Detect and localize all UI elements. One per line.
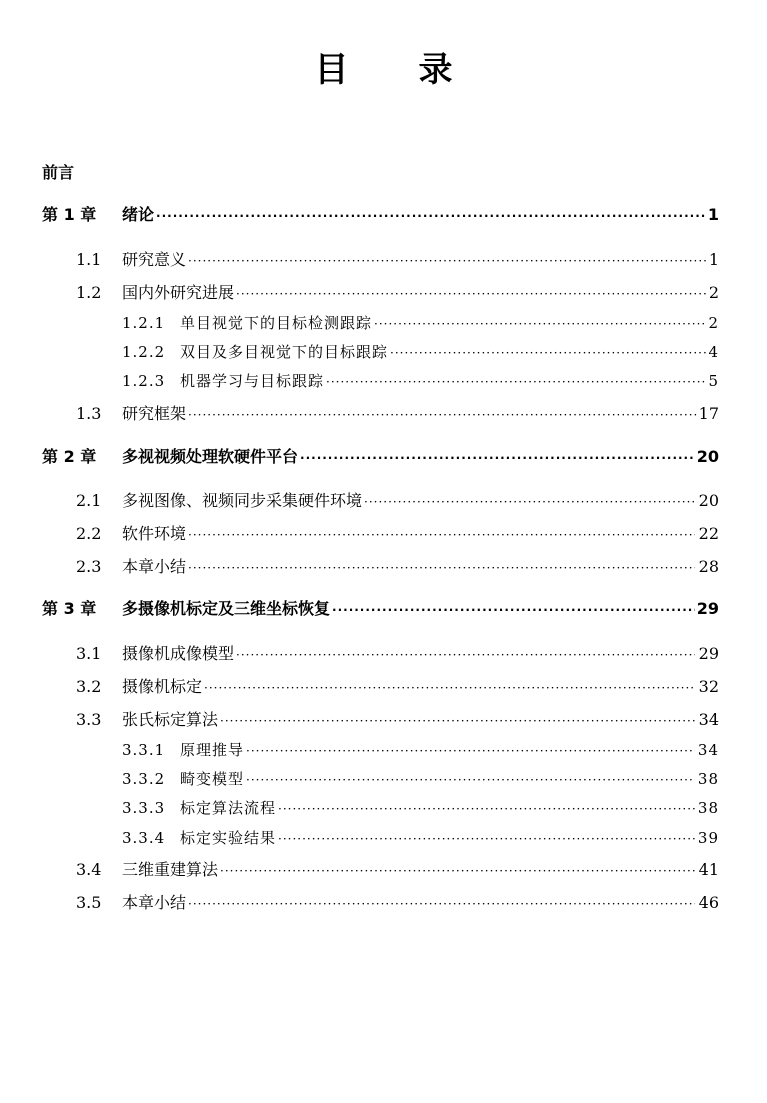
entry-number: 2.1 bbox=[76, 491, 102, 510]
entry-label: 研究意义 bbox=[122, 250, 187, 269]
entry-number: 3.5 bbox=[76, 893, 102, 912]
entry-number: 3.3.3 bbox=[122, 799, 166, 817]
entry-page: 29 bbox=[696, 599, 719, 618]
entry-label: 国内外研究进展 bbox=[122, 283, 235, 302]
entry-label: 摄像机标定 bbox=[122, 677, 203, 696]
leader-dots bbox=[156, 204, 707, 228]
leader-dots bbox=[204, 676, 695, 700]
leader-dots bbox=[220, 859, 695, 883]
leader-dots bbox=[300, 446, 695, 470]
entry-number: 3.3.4 bbox=[122, 829, 166, 847]
entry-page: 46 bbox=[698, 893, 719, 912]
toc-entry-section[interactable] bbox=[0, 858, 767, 882]
leader-dots bbox=[236, 643, 695, 667]
leader-dots bbox=[246, 739, 695, 763]
entry-label: 多视图像、视频同步采集硬件环境 bbox=[122, 491, 363, 510]
entry-number: 2.3 bbox=[76, 557, 102, 576]
toc-title-char-1: 目 bbox=[314, 50, 349, 90]
entry-page: 5 bbox=[708, 372, 719, 390]
entry-label: 单目视觉下的目标检测跟踪 bbox=[180, 314, 373, 332]
leader-dots bbox=[188, 556, 695, 580]
entry-page: 32 bbox=[698, 677, 719, 696]
toc-entry-section[interactable] bbox=[0, 675, 767, 699]
entry-page: 17 bbox=[698, 404, 719, 423]
toc-entry-section[interactable] bbox=[0, 522, 767, 546]
leader-dots bbox=[332, 598, 695, 622]
entry-label: 张氏标定算法 bbox=[122, 710, 219, 729]
entry-number: 1.1 bbox=[76, 250, 102, 269]
entry-page: 41 bbox=[698, 860, 719, 879]
toc-entry-subsection[interactable] bbox=[0, 767, 767, 791]
entry-number: 2.2 bbox=[76, 524, 102, 543]
entry-label: 多视视频处理软硬件平台 bbox=[122, 447, 299, 466]
entry-label: 标定实验结果 bbox=[180, 829, 277, 847]
entry-label: 三维重建算法 bbox=[122, 860, 219, 879]
toc-entry-subsection[interactable] bbox=[0, 369, 767, 393]
toc-entry-subsection[interactable] bbox=[0, 826, 767, 850]
toc-entry-section[interactable] bbox=[0, 642, 767, 666]
entry-page: 20 bbox=[698, 491, 719, 510]
entry-page: 4 bbox=[708, 343, 719, 361]
preface-entry[interactable] bbox=[0, 161, 767, 185]
entry-page: 2 bbox=[708, 283, 719, 302]
entry-label: 本章小结 bbox=[122, 893, 187, 912]
entry-label: 研究框架 bbox=[122, 404, 187, 423]
toc-entry-section[interactable] bbox=[0, 402, 767, 426]
toc-entry-section[interactable] bbox=[0, 708, 767, 732]
entry-number: 1.2 bbox=[76, 283, 102, 302]
entry-label: 多摄像机标定及三维坐标恢复 bbox=[122, 599, 331, 618]
toc-entry-chapter[interactable] bbox=[0, 203, 767, 227]
toc-entry-section[interactable] bbox=[0, 281, 767, 305]
entry-label: 机器学习与目标跟踪 bbox=[180, 372, 325, 390]
leader-dots bbox=[220, 709, 695, 733]
entry-page: 2 bbox=[708, 314, 719, 332]
preface-label: 前言 bbox=[42, 163, 75, 182]
entry-number: 3.3 bbox=[76, 710, 102, 729]
entry-number: 1.2.3 bbox=[122, 372, 166, 390]
entry-page: 1 bbox=[707, 205, 719, 224]
leader-dots bbox=[236, 282, 707, 306]
entry-page: 22 bbox=[698, 524, 719, 543]
entry-label: 畸变模型 bbox=[180, 770, 245, 788]
toc-entry-chapter[interactable] bbox=[0, 597, 767, 621]
entry-label: 摄像机成像模型 bbox=[122, 644, 235, 663]
entry-number: 第 2 章 bbox=[42, 447, 97, 466]
leader-dots bbox=[246, 768, 695, 792]
entry-number: 第 1 章 bbox=[42, 205, 97, 224]
leader-dots bbox=[278, 827, 695, 851]
toc-title-char-2: 录 bbox=[418, 50, 453, 90]
leader-dots bbox=[278, 797, 695, 821]
leader-dots bbox=[188, 403, 699, 427]
entry-label: 本章小结 bbox=[122, 557, 187, 576]
leader-dots bbox=[390, 341, 707, 365]
entry-page: 1 bbox=[708, 250, 719, 269]
entry-page: 20 bbox=[696, 447, 719, 466]
entry-label: 软件环境 bbox=[122, 524, 187, 543]
toc-entry-chapter[interactable] bbox=[0, 445, 767, 469]
leader-dots bbox=[188, 249, 707, 273]
leader-dots bbox=[326, 370, 707, 394]
entry-number: 3.3.2 bbox=[122, 770, 166, 788]
entry-number: 3.1 bbox=[76, 644, 102, 663]
entry-number: 3.3.1 bbox=[122, 741, 166, 759]
entry-number: 第 3 章 bbox=[42, 599, 97, 618]
toc-entry-section[interactable] bbox=[0, 555, 767, 579]
entry-page: 38 bbox=[697, 770, 719, 788]
leader-dots bbox=[364, 490, 695, 514]
entry-number: 1.2.1 bbox=[122, 314, 166, 332]
entry-number: 1.2.2 bbox=[122, 343, 166, 361]
entry-label: 双目及多目视觉下的目标跟踪 bbox=[180, 343, 389, 361]
entry-number: 1.3 bbox=[76, 404, 102, 423]
toc-entry-section[interactable] bbox=[0, 248, 767, 272]
entry-page: 28 bbox=[698, 557, 719, 576]
toc-entry-subsection[interactable] bbox=[0, 738, 767, 762]
entry-label: 原理推导 bbox=[180, 741, 245, 759]
leader-dots bbox=[374, 312, 707, 336]
entry-page: 34 bbox=[697, 741, 719, 759]
toc-entry-section[interactable] bbox=[0, 489, 767, 513]
leader-dots bbox=[188, 892, 695, 916]
toc-entry-subsection[interactable] bbox=[0, 311, 767, 335]
entry-number: 3.2 bbox=[76, 677, 102, 696]
entry-page: 29 bbox=[698, 644, 719, 663]
toc-entry-subsection[interactable] bbox=[0, 340, 767, 364]
entry-label: 标定算法流程 bbox=[180, 799, 277, 817]
entry-page: 38 bbox=[697, 799, 719, 817]
entry-page: 39 bbox=[697, 829, 719, 847]
entry-page: 34 bbox=[698, 710, 719, 729]
toc-entry-section[interactable] bbox=[0, 891, 767, 915]
entry-number: 3.4 bbox=[76, 860, 102, 879]
leader-dots bbox=[188, 523, 695, 547]
toc-title bbox=[0, 42, 767, 91]
entry-label: 绪论 bbox=[122, 205, 155, 224]
toc-entry-subsection[interactable] bbox=[0, 796, 767, 820]
